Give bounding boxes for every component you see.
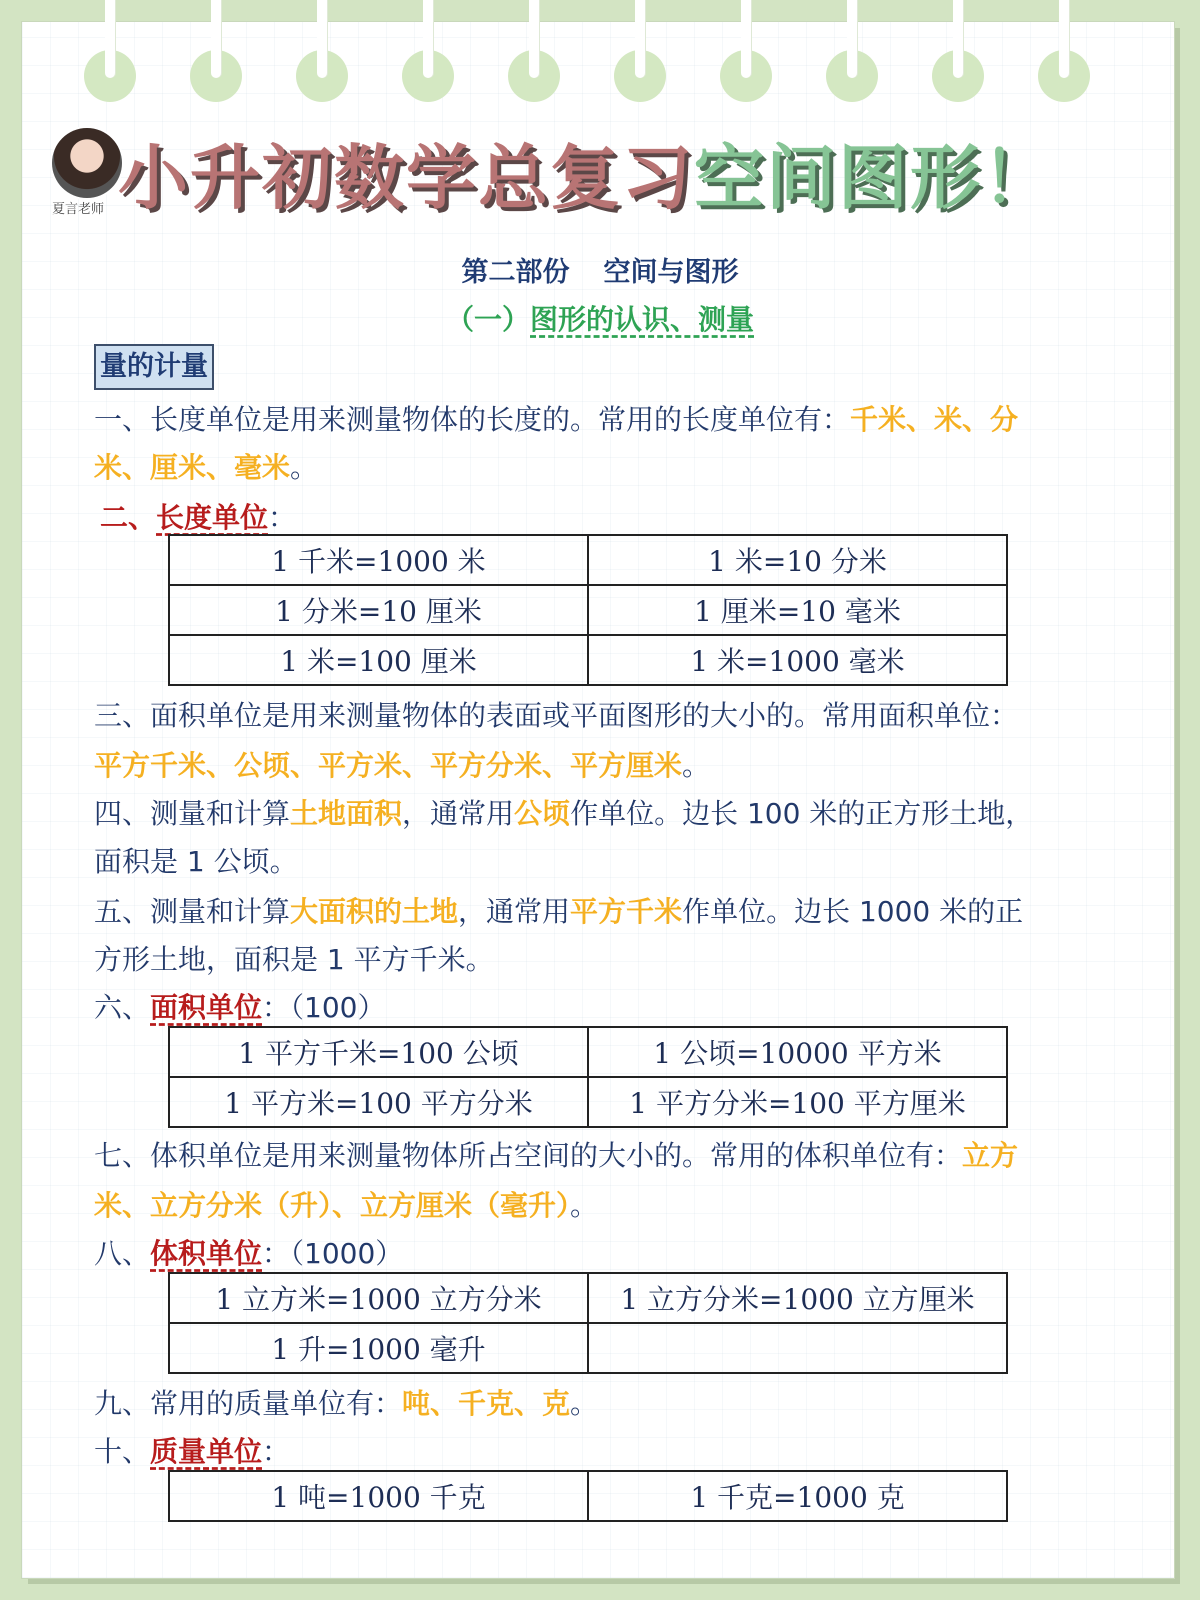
item-1-line-1 (94, 398, 1094, 438)
mass-units-table (168, 1470, 1008, 1522)
title-accent: 空间图形！ (694, 136, 1054, 219)
item-text: ，通常用 (458, 895, 571, 928)
part-label: 第二部份 (461, 257, 570, 288)
table-row (169, 1471, 1007, 1521)
table-cell: 1 分米=10 厘米 (169, 585, 588, 635)
item-text: ，通常用 (402, 797, 515, 830)
table-row (169, 585, 1007, 635)
highlight-text: 米、立方分米（升）、立方厘米（毫升） (94, 1189, 571, 1222)
item-label: 长度单位 (156, 501, 269, 534)
item-text: 。 (570, 1189, 599, 1222)
item-text: ： (268, 501, 297, 534)
item-text: 九、常用的质量单位有： (94, 1387, 403, 1420)
item-3-line-1 (94, 694, 1094, 734)
item-text: 五、测量和计算 (94, 895, 291, 928)
item-text: ： (262, 1435, 291, 1468)
table-row (169, 1273, 1007, 1323)
sub-heading-prefix: （一） (445, 303, 530, 336)
table-cell: 1 公顷=10000 平方米 (588, 1027, 1007, 1077)
highlight-text: 米、厘米、毫米 (94, 451, 291, 484)
item-text: 一、长度单位是用来测量物体的长度的。常用的长度单位有： (94, 403, 851, 436)
item-9-line (94, 1382, 1094, 1422)
page-title (118, 122, 1054, 223)
table-cell: 1 平方千米=100 公顷 (169, 1027, 588, 1077)
table-row (169, 635, 1007, 685)
table-cell: 1 平方分米=100 平方厘米 (588, 1077, 1007, 1127)
item-label: 体积单位 (150, 1237, 263, 1270)
item-text: 。 (290, 451, 319, 484)
table-row (169, 1323, 1007, 1373)
item-label: 面积单位 (150, 991, 263, 1024)
item-number: 八、 (94, 1237, 151, 1270)
item-8-heading (94, 1232, 1094, 1272)
sub-heading-text: 图形的认识、测量 (530, 303, 755, 336)
item-text: 。 (570, 1387, 599, 1420)
table-cell: 1 米=10 分米 (588, 535, 1007, 585)
highlight-text: 千米、米、分 (850, 403, 1019, 436)
binder-ring (402, 50, 454, 102)
item-text: 三、面积单位是用来测量物体的表面或平面图形的大小的。常用面积单位： (94, 699, 1019, 732)
item-5-line-1 (94, 890, 1094, 930)
volume-units-table (168, 1272, 1008, 1374)
table-cell: 1 立方分米=1000 立方厘米 (588, 1273, 1007, 1323)
binder-ring (190, 50, 242, 102)
item-text: ：（100） (262, 991, 386, 1024)
title-main: 小升初数学总复习 (118, 136, 694, 219)
binder-ring (932, 50, 984, 102)
item-3-line-2 (94, 744, 1094, 784)
length-units-table (168, 534, 1008, 686)
binder-ring (614, 50, 666, 102)
highlight-text: 立方 (962, 1139, 1019, 1172)
table-cell: 1 千米=1000 米 (169, 535, 588, 585)
binder-ring (296, 50, 348, 102)
item-label: 质量单位 (150, 1435, 263, 1468)
table-cell: 1 吨=1000 千克 (169, 1471, 588, 1521)
table-row (169, 1077, 1007, 1127)
item-number: 十、 (94, 1435, 151, 1468)
item-text: 。 (682, 749, 711, 782)
item-1-line-2 (94, 446, 1094, 486)
part-name: 空间与图形 (603, 257, 739, 288)
avatar-caption: 夏言老师 (52, 202, 105, 217)
item-text: ：（1000） (262, 1237, 404, 1270)
item-7-line-1 (94, 1134, 1094, 1174)
item-text: 作单位。边长 1000 米的正 (682, 895, 1024, 928)
item-text: 面积是 1 公顷。 (94, 845, 298, 878)
item-text: 方形土地，面积是 1 平方千米。 (94, 943, 494, 976)
binder-ring (720, 50, 772, 102)
item-text: 作单位。边长 100 米的正方形土地， (570, 797, 1034, 830)
table-cell: 1 平方米=100 平方分米 (169, 1077, 588, 1127)
table-cell (588, 1323, 1007, 1373)
item-5-line-2 (94, 938, 1094, 978)
item-number: 二、 (100, 501, 157, 534)
item-number: 六、 (94, 991, 151, 1024)
highlight-text: 大面积的土地 (290, 895, 459, 928)
table-cell: 1 米=1000 毫米 (588, 635, 1007, 685)
item-text: 四、测量和计算 (94, 797, 291, 830)
highlight-text: 公顷 (514, 797, 571, 830)
table-cell: 1 厘米=10 毫米 (588, 585, 1007, 635)
area-units-table (168, 1026, 1008, 1128)
binder-ring (826, 50, 878, 102)
table-cell: 1 米=100 厘米 (169, 635, 588, 685)
item-10-heading (94, 1430, 1094, 1470)
item-text: 七、体积单位是用来测量物体所占空间的大小的。常用的体积单位有： (94, 1139, 963, 1172)
binder-ring (84, 50, 136, 102)
binder-ring (1038, 50, 1090, 102)
highlight-text: 土地面积 (290, 797, 403, 830)
table-cell: 1 立方米=1000 立方分米 (169, 1273, 588, 1323)
table-cell: 1 千克=1000 克 (588, 1471, 1007, 1521)
highlight-text: 吨、千克、克 (402, 1387, 571, 1420)
item-6-heading (94, 986, 1094, 1026)
highlight-text: 平方千米 (570, 895, 683, 928)
table-cell: 1 升=1000 毫升 (169, 1323, 588, 1373)
item-7-line-2 (94, 1184, 1094, 1224)
highlight-text: 平方千米、公顷、平方米、平方分米、平方厘米 (94, 749, 683, 782)
part-heading (0, 250, 1200, 289)
table-row (169, 535, 1007, 585)
binder-ring (508, 50, 560, 102)
teacher-avatar (52, 128, 122, 198)
item-2-heading (100, 496, 1100, 536)
sub-heading (0, 298, 1200, 338)
item-4-line-1 (94, 792, 1094, 832)
table-row (169, 1027, 1007, 1077)
item-4-line-2 (94, 840, 1094, 880)
section-label: 量的计量 (94, 344, 214, 390)
